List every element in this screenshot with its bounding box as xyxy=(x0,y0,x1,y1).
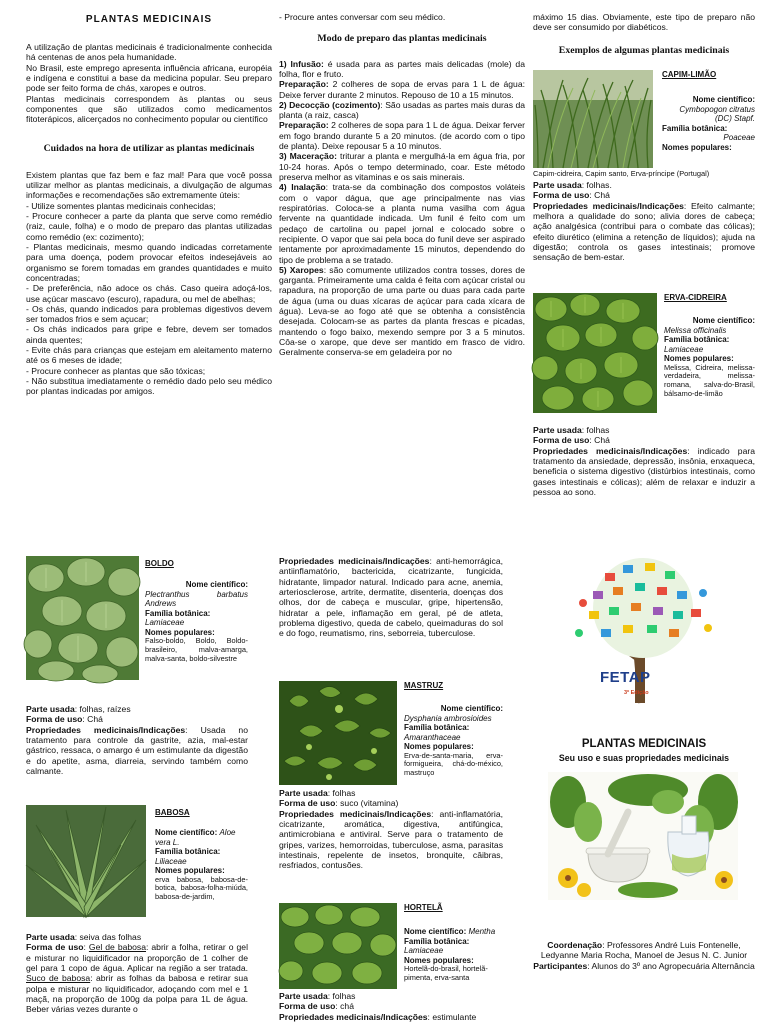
prep-title: Modo de preparo das plantas medicinais xyxy=(317,33,487,45)
family-name: Poaceae xyxy=(723,133,755,143)
popular-label: Nomes populares: xyxy=(145,627,215,637)
babosa-properties: Propriedades medicinais/Indicações: anti-hemorrágica, antiinflamatório, bactericida, cicatrizante, fungicida, hidratante, limpador natural. Indicado para acne, anemia, arteriosclerose, artrite, dermatite, disenteria, doenças dos olhos, dor de cabeça e muscular, gripe, hipertensão, hidratar a pele, inflamação em geral, pé de atleta, problema digestivo, queda de cabelo, queimaduras do sol e do fogo, reumatismo, rins, seborreia, tuberculose. xyxy=(279,556,503,639)
boldo-photo xyxy=(26,556,139,680)
sci-label: Nome científico: xyxy=(185,580,248,590)
sci-name: Cymbopogon citratus (DC) Stapf. xyxy=(679,104,755,124)
care-item: - Os chás indicados para gripe e febre, devem ser tomados ainda quentes; xyxy=(26,324,272,345)
intro-text xyxy=(26,42,272,125)
family-name: Lamiaceae xyxy=(664,344,704,354)
sci-name: Mentha xyxy=(468,927,496,937)
popular-names: Melissa, Cidreira, melissa-verdadeira, melissa-romana, salva-do-Brasil, bálsamo-de-limão xyxy=(664,362,755,398)
popular-label: Nomes populares: xyxy=(155,866,225,876)
sci-name: Melissa officinalis xyxy=(664,325,727,335)
family-label: Família botânica: xyxy=(404,723,470,733)
intro-paragraph: Plantas medicinais correspondem às plantas ou seus componentes que são utilizados como medicamentos fitoterápicos, alicerçados no conhecimento popular ou científico xyxy=(26,93,272,125)
prep-item: Preparação: 2 colheres de sopa para 1 L de água. Deixar ferver em fogo brando durante 5 a 20 minutos. (de acordo com o tipo de planta). Deixe repousar 5 a 10 minutos. xyxy=(279,120,525,152)
cover-herbs-photo xyxy=(548,772,738,900)
family-name: Lamiaceae xyxy=(404,946,444,956)
care-item: - Não substitua imediatamente o remédio dado pelo seu médico por plantas indicadas por amigos. xyxy=(26,376,272,397)
care-intro: Existem plantas que faz bem e faz mal! Para que você possa utilizar melhor as plantas medicinais, a divulgação de algumas informações e recomendações são extremamente úteis: xyxy=(26,169,272,201)
care-title: Cuidados na hora de utilizar as plantas medicinais xyxy=(43,142,255,154)
capim-limao-photo xyxy=(533,70,653,168)
sci-label: Nome científico: xyxy=(155,828,218,838)
family-name: Amaranthaceae xyxy=(404,732,461,742)
fetap-logo-text: FETAP xyxy=(600,669,651,686)
popular-names: Falso-boldo, Boldo, Boldo-brasileiro, malva-amarga, malva-santa, boldo-silvestre xyxy=(145,636,248,663)
plant-name: HORTELÃ xyxy=(404,903,443,912)
popular-label: Nomes populares: xyxy=(662,142,732,152)
sci-name: Plectranthus barbatus Andrews xyxy=(145,589,248,609)
column-examples xyxy=(533,12,755,66)
plant-name: MASTRUZ xyxy=(404,681,444,690)
family-label: Família botânica: xyxy=(404,936,470,946)
prep-item: 2) Decocção (cozimento): São usadas as partes mais duras da planta (a raiz, casca) xyxy=(279,99,526,121)
popular-label: Nomes populares: xyxy=(404,742,474,752)
plant-name: ERVA-CIDREIRA xyxy=(664,293,727,302)
popular-names: erva babosa, babosa-de-botica, babosa-folha-miúda, babosa-de-jardim, xyxy=(155,874,248,902)
edition-label: 3ª Edição xyxy=(624,690,649,696)
care-list xyxy=(26,170,272,397)
examples-title: Exemplos de algumas plantas medicinais xyxy=(558,44,730,56)
prep-item: 1) Infusão: é usada para as partes mais delicadas (mole) da folha, flor e fruto. xyxy=(279,58,525,79)
cover-subtitle: Seu uso e suas propriedades medicinais xyxy=(558,753,730,763)
sci-label: Nome científico: xyxy=(404,927,467,937)
plant-name: CAPIM-LIMÃO xyxy=(662,70,717,79)
care-item: - Evite chás para crianças que estejam em aleitamento materno até os 6 meses de idade; xyxy=(26,345,272,366)
continued-text: máximo 15 dias. Obviamente, este tipo de preparo não deve ser consumido por diabéticos. xyxy=(533,12,755,33)
credits: Coordenação: Professores André Luis Fontenelle, Ledyanne Maria Rocha, Manoel de Jesus N. C. Junior Participantes: Alunos do 3º ano Agropecuária Alternância xyxy=(533,940,755,971)
popular-names: Erva-de-santa-maria, erva-formigueira, chá-do-méxico, mastruço xyxy=(404,750,503,778)
popular-names: Hortelã-do-brasil, hortelã-pimenta, erva-santa xyxy=(404,964,488,982)
family-label: Família botânica: xyxy=(155,847,221,857)
prep-list xyxy=(279,59,525,358)
care-item: - Utilize somentes plantas medicinais conhecidas; xyxy=(26,200,216,211)
family-name: Liliaceae xyxy=(155,856,187,866)
sci-name: Dysphania ambrosioides xyxy=(404,713,492,723)
intro-paragraph: No Brasil, este emprego apresenta influência africana, européia e indígena e constitui a base da medicina popular. Seu preparo pode ser feito forma de chás, xaropes e outros. xyxy=(26,62,272,94)
column-preparation xyxy=(279,12,525,358)
popular-names: Capim-cidreira, Capim santo, Erva-príncipe (Portugal) xyxy=(533,169,710,178)
family-name: Lamiaceae xyxy=(145,618,185,628)
cover-title: PLANTAS MEDICINAIS xyxy=(581,738,707,750)
family-label: Família botânica: xyxy=(664,335,730,345)
erva-cidreira-photo xyxy=(533,293,657,413)
plant-name: BABOSA xyxy=(155,808,190,817)
sci-label: Nome científico: xyxy=(692,95,755,105)
prep-item: Preparação: 2 colheres de sopa de ervas para 1 L de água: Deixe ferver durante 2 minutos. Repouso de 10 a 15 minutos. xyxy=(279,79,525,100)
sci-label: Nome científico: xyxy=(440,704,503,714)
family-label: Família botânica: xyxy=(662,123,728,133)
advice-line: - Procure antes conversar com seu médico. xyxy=(279,12,446,22)
babosa-photo xyxy=(26,805,146,917)
sci-label: Nome científico: xyxy=(692,316,755,326)
family-label: Família botânica: xyxy=(145,608,211,618)
prep-item: 4) Inalação: trata-se da combinação dos compostos voláteis com o vapor dágua, que age principalmente nas vias respiratórias. Coloca-se a planta numa vasilha com água fervente na quantidade indicada. Um funil é feito com um pedaço de cartolina ou papel jornal e colocado sobre o recipiente. O vapor que sai pela boca do funil deve ser aspirado lentamente por aproximadamente 15 minutos, dependendo do tipo de problema a se tratado. xyxy=(279,182,526,265)
prep-item: 5) Xaropes: são comumente utilizados contra tosses, dores de garganta. Primeiramente uma calda é feita com açúcar cristal ou rapadura, na proporção de uma parte ou duas para cada parte de água (uma ou duas xícaras de açúcar para cada xícara de água). Leva-se ao fogo até que se obtenha a consistência desejada. Colocam-se as partes da planta frescas e picadas, mantendo o fogo baixo, mexendo sempre por 3 a 5 minutos. Côa-se o xarope, que deve ser mantido em frasco de vidro. Geralmente conserva-se em geladeira por no xyxy=(279,264,525,358)
plant-name: BOLDO xyxy=(145,559,174,568)
popular-label: Nomes populares: xyxy=(404,955,474,965)
care-item: - Procure conhecer a parte da planta que serve como remédio (raiz, caule, folha) e o modo de preparo das plantas utilizadas como remédio (ex: cozimento); xyxy=(26,211,272,242)
prep-item: 3) Maceração: triturar a planta e mergulhá-la em água fria, por 10-24 horas. Após o tempo determinado, coar. Este método preserva melhor as vitaminas e os sais minerais. xyxy=(279,151,525,183)
intro-paragraph: A utilização de plantas medicinais é tradicionalmente conhecida há centenas de anos pela humanidade. xyxy=(26,42,272,63)
sci-name: Aloe vera L. xyxy=(155,828,236,847)
column-intro xyxy=(26,0,272,397)
care-item: - Procure conhecer as plantas que são tóxicas; xyxy=(26,365,206,376)
section-title: PLANTAS MEDICINAIS xyxy=(85,14,213,25)
popular-label: Nomes populares: xyxy=(664,354,734,364)
mastruz-photo xyxy=(279,681,397,785)
hortela-photo xyxy=(279,903,397,989)
care-item: - De preferência, não adoce os chás. Caso queira adoçá-los, use açúcar mascavo (escuro), rapadura, ou mel de abelhas; xyxy=(26,283,272,304)
care-item: - Plantas medicinais, mesmo quando indicadas corretamente para uma doença, podem provocar efeitos indesejáveis ao organismo se forem tomadas em grandes quantidades e muito concentradas; xyxy=(26,241,272,283)
care-item: - Os chás, quando indicados para problemas digestivos devem ser tomados frios e sem açucar; xyxy=(26,303,272,325)
